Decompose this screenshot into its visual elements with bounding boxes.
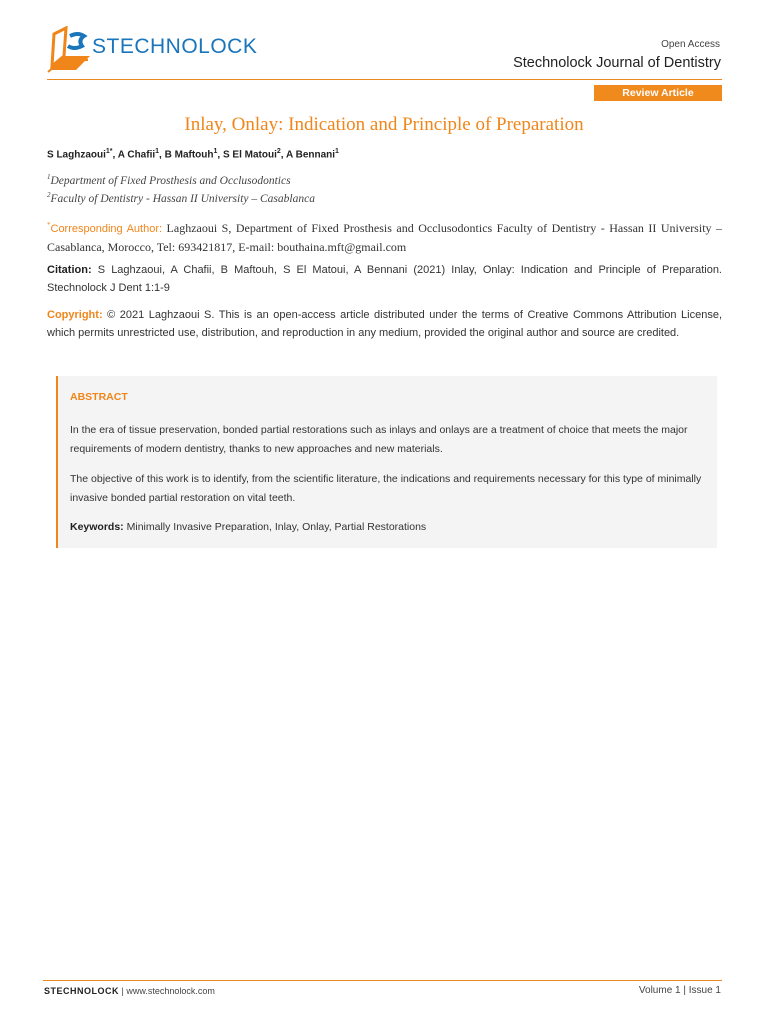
author-name: A Bennani [285, 149, 336, 161]
footer-volume-issue: Volume 1 | Issue 1 [638, 985, 721, 996]
corresponding-text: Laghzaoui S, Department of Fixed Prosthesis and Occlusodontics Faculty of Dentistry - Hassan II University – Casablanca, Morocco, Tel: 693421817, E-mail: bouthaina.mft@gmail.com [47, 221, 723, 254]
author-sup: 1* [105, 148, 113, 155]
abstract-box [56, 376, 717, 548]
author-sup: 1 [335, 148, 339, 155]
affiliation-text: Department of Fixed Prosthesis and Occlusodontics [50, 174, 291, 187]
affiliation-2 [47, 191, 315, 205]
author-sep: , [280, 149, 286, 161]
author-name: S El Matoui [222, 149, 277, 161]
author-sep: , [159, 149, 165, 161]
copyright-text: © 2021 Laghzaoui S. This is an open-access article distributed under the terms of Creative Commons Attribution License, which permits unrestricted use, distribution, and reproduction in any medium, provided the original author and source are credited. [47, 309, 722, 339]
author-name: B Maftouh [164, 149, 214, 161]
author-sep: , [217, 149, 223, 161]
corresponding-mark: * [47, 221, 51, 229]
affiliation-sup: 1 [47, 173, 51, 181]
abstract-paragraph: In the era of tissue preservation, bonded partial restorations such as inlays and onlays are a treatment of choice that meets the major requirements of modern dentistry, thanks to new approaches and new materials. [70, 424, 688, 455]
affiliation-sup: 2 [47, 191, 51, 199]
author-name: A Chafii [117, 149, 156, 161]
open-access-label: Open Access [661, 39, 720, 50]
corresponding-label: Corresponding Author: [50, 223, 163, 235]
copyright-label: Copyright: [47, 309, 103, 321]
author-name: S Laghzaoui [47, 149, 106, 161]
author-sup: 1 [155, 148, 160, 155]
keywords-label: Keywords: [70, 521, 124, 533]
corresponding-author [47, 216, 722, 256]
affiliation-text: Faculty of Dentistry - Hassan II University – Casablanca [50, 192, 315, 205]
journal-name: Stechnolock Journal of Dentistry [513, 55, 721, 71]
article-title: Inlay, Onlay: Indication and Principle of Preparation [184, 114, 584, 135]
keywords-text: Minimally Invasive Preparation, Inlay, Onlay, Partial Restorations [126, 521, 427, 533]
header-divider [47, 79, 722, 80]
article-type-badge: Review Article [594, 85, 722, 101]
footer-brand: STECHNOLOCK [44, 986, 119, 996]
journal-logo [44, 26, 258, 78]
author-sep: , [112, 149, 118, 161]
footer-website-link[interactable]: | www.stechnolock.com [121, 986, 215, 996]
citation-text: S Laghzaoui, A Chafii, B Maftouh, S El Matoui, A Bennani (2021) Inlay, Onlay: Indication and Principle of Preparation. Stechnolock J Dent 1:1-9 [47, 264, 722, 294]
citation-label: Citation: [47, 264, 92, 276]
abstract-heading: ABSTRACT [70, 391, 128, 403]
copyright [47, 306, 722, 342]
affiliation-1 [47, 173, 291, 187]
book-logo-icon [44, 26, 96, 78]
footer-divider [43, 980, 722, 981]
author-list [47, 148, 339, 160]
author-sup: 2 [276, 148, 281, 155]
author-sup: 1 [213, 148, 218, 155]
footer-publisher [44, 986, 215, 996]
abstract-paragraph: The objective of this work is to identify, from the scientific literature, the indications and requirements necessary for this type of minimally invasive bonded partial restoration on vital teeth. [70, 473, 702, 504]
keywords [70, 518, 705, 537]
logo-wordmark: STECHNOLOCK [92, 35, 258, 58]
citation [47, 261, 722, 297]
